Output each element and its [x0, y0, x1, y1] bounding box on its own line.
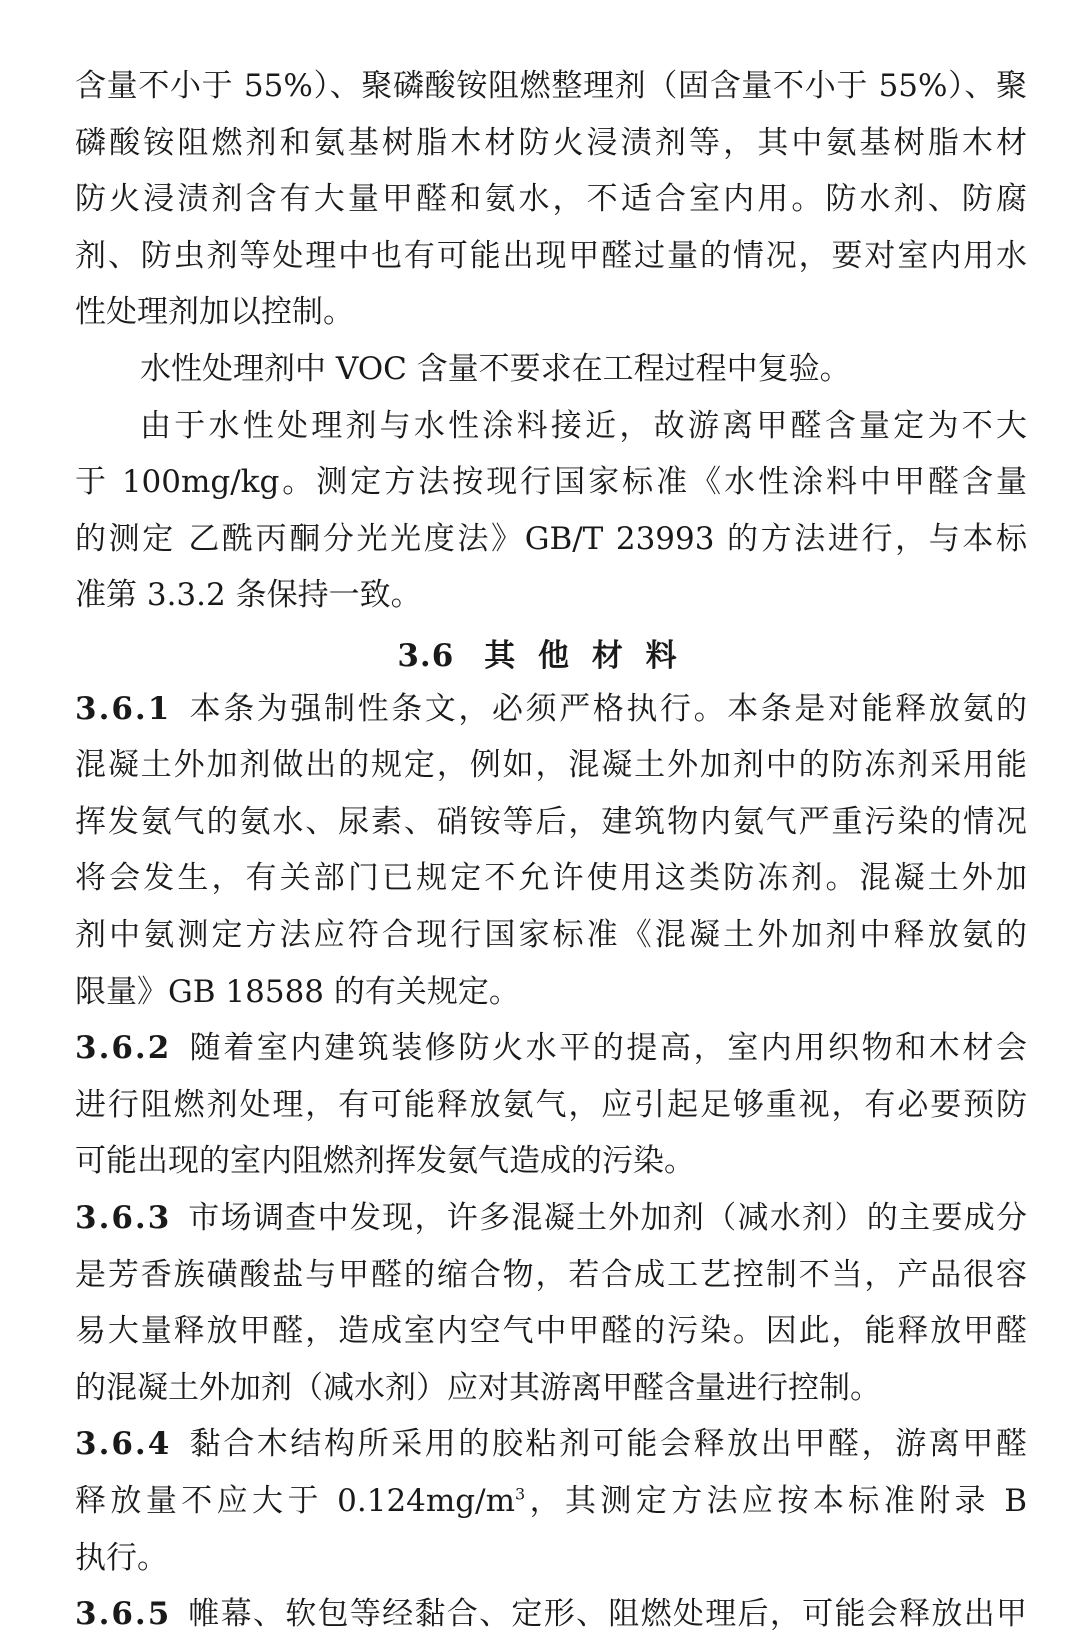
text-line: 防火浸渍剂含有大量甲醛和氨水，不适合室内用。防水剂、防腐	[75, 181, 1027, 217]
text-line: 剂中氨测定方法应符合现行国家标准《混凝土外加剂中释放氨的	[75, 917, 1027, 953]
text-line	[75, 1481, 1027, 1521]
clause-line	[75, 689, 1027, 729]
text-line: 可能出现的室内阻燃剂挥发氨气造成的污染。	[75, 1143, 695, 1179]
clause-number: 3.6.1	[75, 691, 172, 727]
clause-number: 3.6.5	[75, 1596, 172, 1632]
clause-number: 3.6.2	[75, 1030, 172, 1066]
text-line: 于 100mg/kg。测定方法按现行国家标准《水性涂料中甲醛含量	[75, 464, 1027, 500]
text-line: 水性处理剂中 VOC 含量不要求在工程过程中复验。	[140, 351, 851, 387]
text-line: 由于水性处理剂与水性涂料接近，故游离甲醛含量定为不大	[140, 408, 1027, 444]
section-number: 3.6	[397, 638, 455, 674]
text-line: 限量》GB 18588 的有关规定。	[75, 974, 520, 1010]
clause-text: 本条为强制性条文，必须严格执行。本条是对能释放氨的	[187, 691, 1027, 727]
text-line: 挥发氨气的氨水、尿素、硝铵等后，建筑物内氨气严重污染的情况	[75, 804, 1027, 840]
clause-text: 释放量不应大于 0.124mg/m	[75, 1483, 515, 1519]
text-line: 进行阻燃剂处理，有可能释放氨气，应引起足够重视，有必要预防	[75, 1087, 1027, 1123]
text-line: 是芳香族磺酸盐与甲醛的缩合物，若合成工艺控制不当，产品很容	[75, 1257, 1027, 1293]
clause-line	[75, 1028, 1027, 1068]
clause-text: 市场调查中发现，许多混凝土外加剂（减水剂）的主要成分	[187, 1200, 1027, 1236]
clause-text: 随着室内建筑装修防火水平的提高，室内用织物和木材会	[187, 1030, 1027, 1066]
clause-line	[75, 1424, 1027, 1464]
clause-line	[75, 1594, 1027, 1634]
clause-text: 帷幕、软包等经黏合、定形、阻燃处理后，可能会释放出甲	[187, 1596, 1027, 1632]
text-line: 磷酸铵阻燃剂和氨基树脂木材防火浸渍剂等，其中氨基树脂木材	[75, 125, 1027, 161]
text-line: 准第 3.3.2 条保持一致。	[75, 577, 422, 613]
clause-number: 3.6.4	[75, 1426, 172, 1462]
clause-text: ，其测定方法应按本标准附录 B	[525, 1483, 1027, 1519]
text-line: 的混凝土外加剂（减水剂）应对其游离甲醛含量进行控制。	[75, 1370, 881, 1406]
text-line: 性处理剂加以控制。	[75, 294, 354, 330]
clause-line	[75, 1198, 1027, 1238]
text-line: 执行。	[75, 1540, 168, 1576]
text-line: 将会发生，有关部门已规定不允许使用这类防冻剂。混凝土外加	[75, 860, 1027, 896]
superscript: 3	[514, 1484, 526, 1504]
text-line: 的测定 乙酰丙酮分光光度法》GB/T 23993 的方法进行，与本标	[75, 521, 1027, 557]
text-line: 剂、防虫剂等处理中也有可能出现甲醛过量的情况，要对室内用水	[75, 238, 1027, 274]
text-line: 含量不小于 55%）、聚磷酸铵阻燃整理剂（固含量不小于 55%）、聚	[75, 68, 1027, 104]
text-line: 混凝土外加剂做出的规定，例如，混凝土外加剂中的防冻剂采用能	[75, 747, 1027, 783]
section-heading	[0, 636, 1080, 676]
clause-text: 黏合木结构所采用的胶粘剂可能会释放出甲醛，游离甲醛	[187, 1426, 1027, 1462]
clause-number: 3.6.3	[75, 1200, 172, 1236]
section-title: 其 他 材 料	[484, 638, 683, 674]
text-line: 易大量释放甲醛，造成室内空气中甲醛的污染。因此，能释放甲醛	[75, 1313, 1027, 1349]
